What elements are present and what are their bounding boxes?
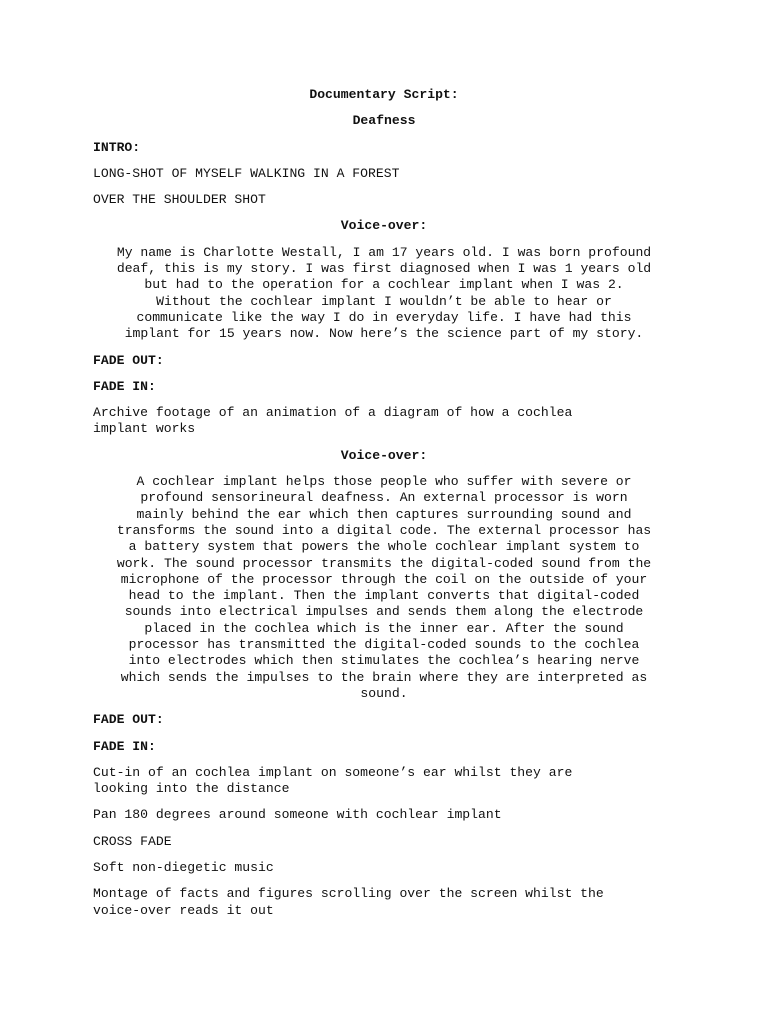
document-content [93, 87, 675, 929]
script-block-body: OVER THE SHOULDER SHOT [93, 192, 266, 208]
script-block-center-body: A cochlear implant helps those people who suffer with severe or profound sensorineural deafness. An external processor is worn mainly behind the ear which then captures surrounding sound and transforms the sound into a digital code. The external processor has a battery system that powers the whole cochlear implant system to work. The sound processor transmits the digital-coded sound from the microphone of the processor through the coil on the outside of your head to the implant. Then the implant converts that digital-coded sounds into electrical impulses and sends them along the electrode placed in the cochlea which is the inner ear. After the sound processor has transmitted the digital-coded sounds to the cochlea into electrodes which then stimulates the cochlea’s hearing nerve which sends the impulses to the brain where they are interpreted as sound. [116, 474, 652, 701]
document-title: Documentary Script: [309, 87, 459, 102]
script-block-body: LONG-SHOT OF MYSELF WALKING IN A FOREST [93, 165, 400, 181]
script-block-body: Cut-in of an cochlea implant on someone’s ear whilst they are looking into the distance [93, 764, 573, 797]
script-block-body: Montage of facts and figures scrolling over the screen whilst the voice-over reads it out [93, 886, 604, 918]
script-blocks [93, 140, 675, 919]
script-block-body: Archive footage of an animation of a diagram of how a cochlea implant works [93, 405, 573, 437]
script-block-body: Soft non-diegetic music [93, 859, 274, 875]
document-subtitle: Deafness [352, 113, 416, 129]
script-block-center-heading: Voice-over: [340, 218, 428, 234]
script-block-heading: FADE OUT: [93, 352, 164, 368]
script-block-center-body: My name is Charlotte Westall, I am 17 years old. I was born profound deaf, this is my story. I was first diagnosed when I was 1 years old but had to the operation for a cochlear implant when I was 2. Without the cochlear implant I wouldn’t be able to hear or communicate like the way I do in everyday life. I have had this implant for 15 years now. Now here’s the science part of my story. [116, 244, 652, 342]
script-block-heading: FADE IN: [93, 378, 156, 394]
script-block-heading: FADE OUT: [93, 712, 164, 728]
script-block-heading: FADE IN: [93, 738, 156, 754]
script-block-body: CROSS FADE [93, 833, 172, 849]
script-block-body: Pan 180 degrees around someone with cochlear implant [93, 807, 502, 823]
script-block-center-heading: Voice-over: [340, 447, 428, 463]
script-block-heading: INTRO: [93, 139, 141, 155]
